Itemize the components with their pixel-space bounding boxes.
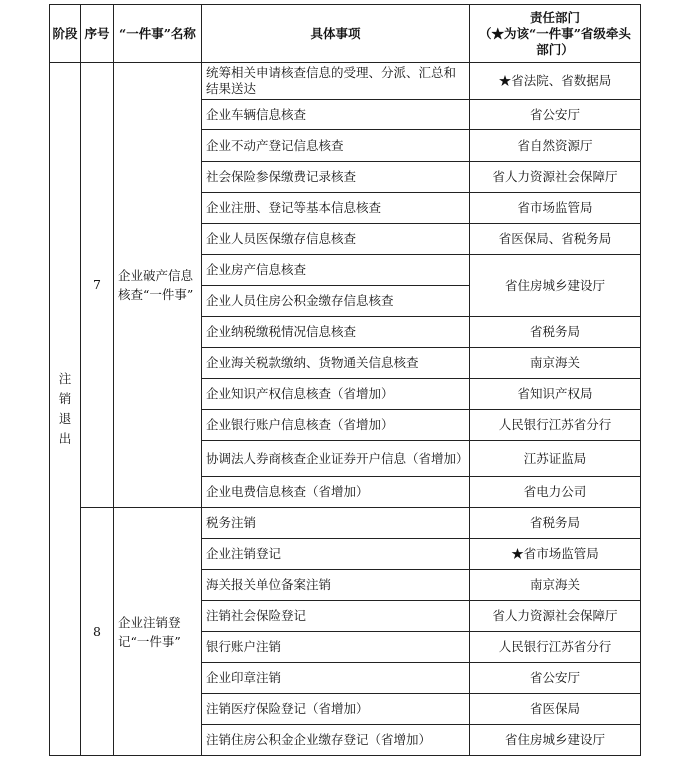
dept-cell: ★省市场监管局 [470, 539, 641, 570]
dept-cell: 省税务局 [470, 317, 641, 348]
dept-cell: 省市场监管局 [470, 193, 641, 224]
item-cell: 企业电费信息核查（省增加） [202, 477, 470, 508]
dept-cell: 省自然资源厅 [470, 130, 641, 162]
item-cell: 企业注册、登记等基本信息核查 [202, 193, 470, 224]
item-cell: 统筹相关申请核查信息的受理、分派、汇总和结果送达 [202, 63, 470, 100]
dept-cell: 省公安厅 [470, 100, 641, 130]
item-cell: 协调法人券商核查企业证券开户信息（省增加） [202, 441, 470, 477]
dept-cell: 人民银行江苏省分行 [470, 632, 641, 663]
header-item: 具体事项 [202, 5, 470, 63]
stage-cell [50, 63, 81, 756]
dept-cell: ★省法院、省数据局 [470, 63, 641, 100]
dept-cell: 省住房城乡建设厅 [470, 725, 641, 756]
group-name: 企业破产信息核查“一件事” [114, 63, 202, 508]
dept-cell: 人民银行江苏省分行 [470, 410, 641, 441]
item-cell: 海关报关单位备案注销 [202, 570, 470, 601]
item-cell: 企业车辆信息核查 [202, 100, 470, 130]
table-row [50, 508, 641, 539]
item-cell: 企业人员住房公积金缴存信息核查 [202, 286, 470, 317]
header-dept-note: （★为该“一件事”省级牵头部门） [479, 25, 631, 57]
group-seq: 7 [81, 63, 114, 508]
header-row [50, 5, 641, 63]
header-seq: 序号 [81, 5, 114, 63]
item-cell: 银行账户注销 [202, 632, 470, 663]
policy-table-page [49, 4, 641, 756]
item-cell: 企业银行账户信息核查（省增加） [202, 410, 470, 441]
header-name: “一件事”名称 [114, 5, 202, 63]
dept-cell: 省人力资源社会保障厅 [470, 162, 641, 193]
item-cell: 企业注销登记 [202, 539, 470, 570]
group-seq: 8 [81, 508, 114, 756]
dept-cell: 省住房城乡建设厅 [470, 255, 641, 317]
header-dept [470, 5, 641, 63]
item-cell: 企业海关税款缴纳、货物通关信息核查 [202, 348, 470, 379]
item-cell: 社会保险参保缴费记录核查 [202, 162, 470, 193]
item-cell: 企业人员医保缴存信息核查 [202, 224, 470, 255]
item-cell: 企业印章注销 [202, 663, 470, 694]
item-cell: 企业纳税缴税情况信息核查 [202, 317, 470, 348]
dept-cell: 省人力资源社会保障厅 [470, 601, 641, 632]
item-cell: 注销社会保险登记 [202, 601, 470, 632]
header-dept-title: 责任部门 [529, 9, 580, 25]
dept-cell: 省电力公司 [470, 477, 641, 508]
dept-cell: 南京海关 [470, 348, 641, 379]
table-row [50, 63, 641, 100]
item-cell: 税务注销 [202, 508, 470, 539]
dept-cell: 省公安厅 [470, 663, 641, 694]
item-cell: 企业房产信息核查 [202, 255, 470, 286]
stage-label: 注销退出 [58, 371, 72, 446]
item-cell: 注销医疗保险登记（省增加） [202, 694, 470, 725]
dept-cell: 省税务局 [470, 508, 641, 539]
item-cell: 企业知识产权信息核查（省增加） [202, 379, 470, 410]
responsibility-table [49, 4, 641, 756]
item-cell: 注销住房公积金企业缴存登记（省增加） [202, 725, 470, 756]
item-cell: 企业不动产登记信息核查 [202, 130, 470, 162]
dept-cell: 省医保局 [470, 694, 641, 725]
dept-cell: 省知识产权局 [470, 379, 641, 410]
dept-cell: 南京海关 [470, 570, 641, 601]
dept-cell: 省医保局、省税务局 [470, 224, 641, 255]
dept-cell: 江苏证监局 [470, 441, 641, 477]
header-stage: 阶段 [50, 5, 81, 63]
group-name: 企业注销登记“一件事” [114, 508, 202, 756]
